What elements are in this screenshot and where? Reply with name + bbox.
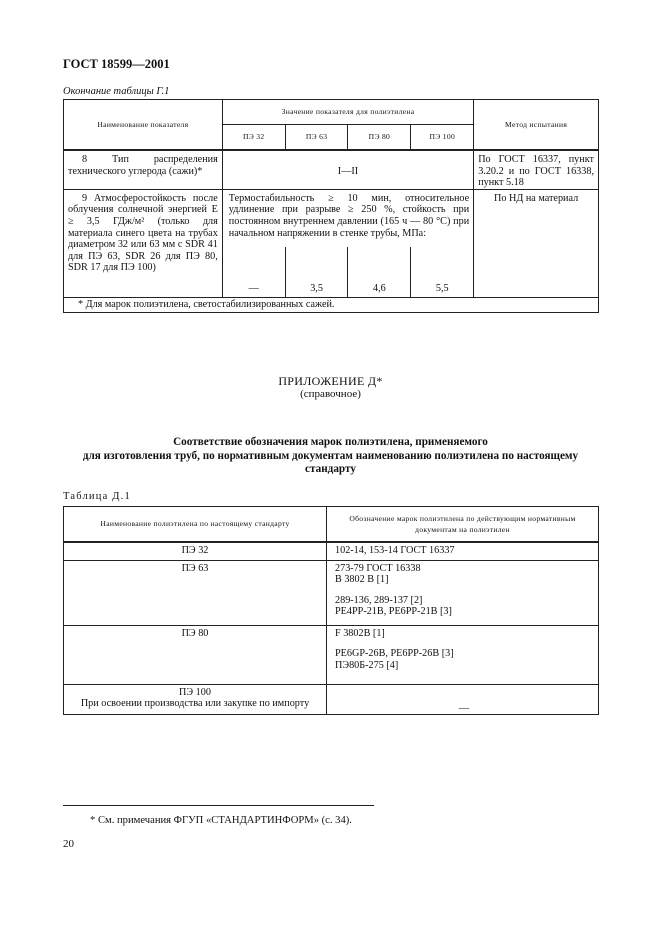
appendix-heading	[40, 436, 621, 477]
row9-values	[223, 247, 473, 297]
designation-line: —	[458, 702, 470, 714]
table-d1-caption: Таблица Д.1	[63, 491, 131, 502]
designation-line: F 3802B [1]	[335, 628, 385, 639]
grade-name-line: ПЭ 100	[179, 687, 211, 698]
table-g1	[63, 99, 599, 313]
grade-name	[64, 685, 327, 715]
value-pe32: —	[248, 282, 259, 294]
table-g1-caption: Окончание таблицы Г.1	[63, 86, 170, 97]
page-number: 20	[63, 838, 74, 850]
value-pe80: 4,6	[347, 247, 410, 297]
designation-line: 273-79 ГОСТ 16338	[335, 563, 421, 574]
grade-designations	[327, 561, 599, 626]
col2-header: Обозначение марок полиэтилена по действующим нормативным документам на полиэтилен	[327, 507, 599, 543]
grade-header: ПЭ 80	[348, 125, 411, 151]
document-header: ГОСТ 18599—2001	[63, 57, 170, 71]
appendix-heading-line: Соответствие обозначения марок полиэтилена, применяемого	[173, 436, 488, 448]
grade-name-note: При освоении производства или закупке по импорту	[80, 698, 310, 710]
grade-header: ПЭ 32	[222, 125, 285, 151]
designation-line: PE6GP-26B, PE6PP-26B [3]	[335, 648, 454, 660]
designation-line: В 3802 В [1]	[335, 574, 389, 586]
grade-designations	[327, 685, 599, 715]
value-pe63: 3,5	[285, 247, 348, 297]
col-value-header: Значение показателя для полиэтилена	[222, 100, 473, 125]
appendix-heading-line: стандарту	[305, 463, 356, 475]
footnote-divider	[63, 805, 374, 806]
row9-value-cell	[222, 189, 473, 297]
table-d1	[63, 506, 599, 715]
grade-designations	[327, 542, 599, 561]
col1-header: Наименование полиэтилена по настоящему стандарту	[64, 507, 327, 543]
grade-name: ПЭ 80	[64, 626, 327, 685]
designation-line: ПЭ80Б-275 [4]	[335, 659, 399, 671]
table-g1-footnote: * Для марок полиэтилена, светостабилизированных сажей.	[64, 297, 599, 312]
grade-header: ПЭ 63	[285, 125, 348, 151]
appendix-subtitle: (справочное)	[300, 388, 361, 400]
row8-method: По ГОСТ 16337, пункт 3.20.2 и по ГОСТ 16338, пункт 5.18	[474, 150, 599, 189]
grade-designations	[327, 626, 599, 685]
col-name-header: Наименование показателя	[64, 100, 223, 151]
value-pe100: 5,5	[410, 247, 473, 297]
row9-name: 9 Атмосферостойкость после облучения солнечной энергией E ≥ 3,5 ГДж/м² (только для материала синего цвета на трубах диаметром 32 или 63 мм с SDR 41 для ПЭ 63, SDR 26 для ПЭ 80, SDR 17 для ПЭ 100)	[64, 189, 223, 297]
appendix-title: ПРИЛОЖЕНИЕ Д*	[278, 374, 383, 388]
appendix-heading-line: для изготовления труб, по нормативным документам наименованию полиэтилена по настоящему	[82, 449, 579, 462]
designation-line: 102-14, 153-14 ГОСТ 16337	[335, 545, 455, 556]
page-footnote: * См. примечания ФГУП «СТАНДАРТИНФОРМ» (с. 34).	[90, 815, 352, 826]
row8-name: 8 Тип распределения технического углерода (сажи)*	[64, 150, 223, 189]
grade-header: ПЭ 100	[411, 125, 474, 151]
designation-line: 289-136, 289-137 [2]	[335, 594, 423, 606]
row9-value-text: Термостабильность ≥ 10 мин, относительное удлинение при разрыве ≥ 250 %, стойкость при постоянном внутреннем давлении (165 ч — 80 °С) при начальном напряжении в стенке трубы, МПа:	[228, 192, 470, 239]
row9-method: По НД на материал	[474, 189, 599, 297]
col-method-header: Метод испытания	[474, 100, 599, 151]
row8-value: I—II	[222, 150, 473, 189]
designation-line: PE4PP-21B, PE6PP-21B [3]	[335, 606, 452, 618]
grade-name: ПЭ 32	[64, 542, 327, 561]
grade-name: ПЭ 63	[64, 561, 327, 626]
